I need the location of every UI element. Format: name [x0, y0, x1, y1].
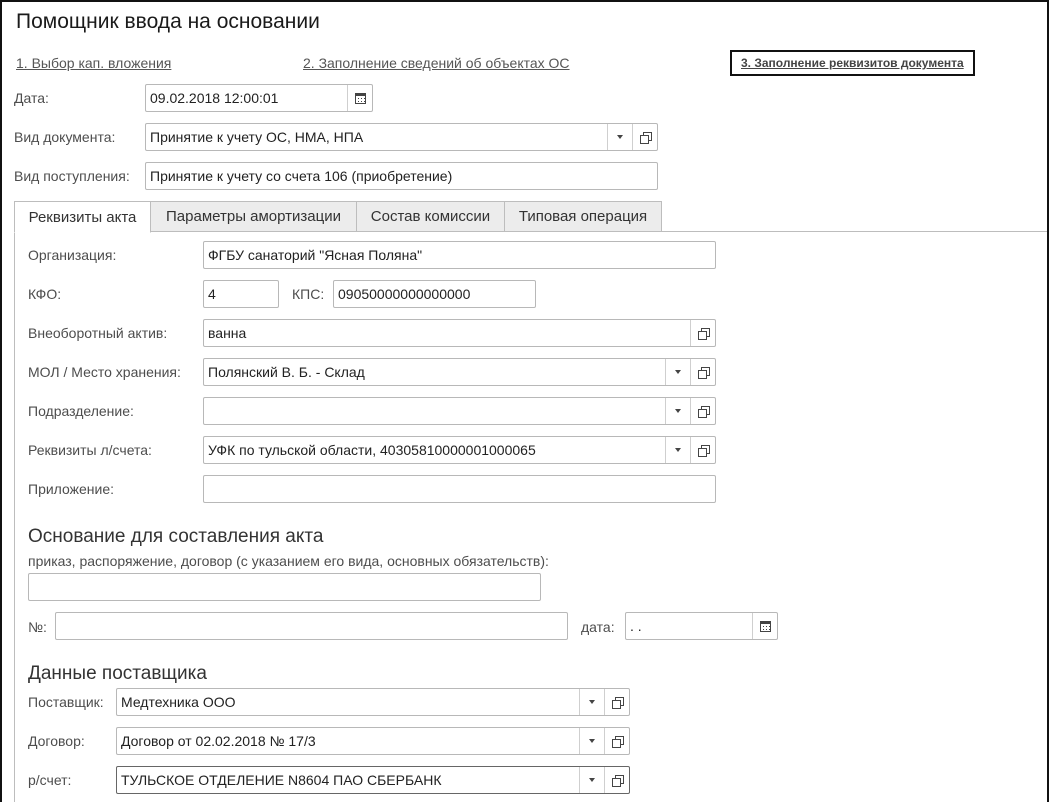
personal-account-field[interactable] [203, 436, 716, 464]
supplier-open-button[interactable] [604, 689, 629, 715]
supplier-value: Медтехника ООО [121, 694, 236, 710]
department-dropdown-button[interactable] [665, 398, 690, 424]
asset-open-button[interactable] [690, 320, 715, 346]
chevron-down-icon [589, 739, 595, 743]
bank-account-label: р/счет: [28, 772, 72, 788]
tab-act-details[interactable]: Реквизиты акта [14, 201, 151, 233]
kps-field[interactable] [333, 280, 536, 308]
open-form-icon [698, 406, 709, 417]
bank-account-dropdown-button[interactable] [579, 767, 604, 793]
chevron-down-icon [589, 778, 595, 782]
mol-field[interactable] [203, 358, 716, 386]
asset-field[interactable] [203, 319, 716, 347]
tab-typical-operation[interactable]: Типовая операция [504, 201, 662, 232]
asset-label: Внеоборотный актив: [28, 325, 168, 341]
supplier-field[interactable] [116, 688, 630, 716]
contract-field[interactable] [116, 727, 630, 755]
chevron-down-icon [675, 448, 681, 452]
open-form-icon [612, 736, 623, 747]
supplier-label: Поставщик: [28, 694, 104, 710]
open-form-icon [698, 445, 709, 456]
basis-description-field[interactable] [28, 573, 541, 601]
chevron-down-icon [675, 370, 681, 374]
step-2-link[interactable]: 2. Заполнение сведений об объектах ОС [303, 55, 570, 71]
open-form-icon [612, 775, 623, 786]
basis-number-field[interactable] [55, 612, 568, 640]
asset-value: ванна [208, 325, 247, 341]
tab-depreciation[interactable]: Параметры амортизации [150, 201, 357, 232]
basis-number-label: №: [28, 619, 47, 635]
chevron-down-icon [617, 135, 623, 139]
bank-account-value: ТУЛЬСКОЕ ОТДЕЛЕНИЕ N8604 ПАО СБЕРБАНК [121, 772, 442, 788]
kfo-value: 4 [208, 286, 216, 302]
tab-panel-border [14, 231, 15, 802]
personal-account-dropdown-button[interactable] [665, 437, 690, 463]
mol-label: МОЛ / Место хранения: [28, 364, 181, 380]
supplier-dropdown-button[interactable] [579, 689, 604, 715]
date-value: 09.02.2018 12:00:01 [150, 90, 279, 106]
kps-value: 09050000000000000 [338, 286, 471, 302]
personal-account-value: УФК по тульской области, 40305810000001000065 [208, 442, 536, 458]
open-form-icon [698, 328, 709, 339]
contract-value: Договор от 02.02.2018 № 17/3 [121, 733, 316, 749]
organization-field[interactable] [203, 241, 716, 269]
department-field[interactable] [203, 397, 716, 425]
doc-type-label: Вид документа: [14, 129, 116, 145]
kfo-label: КФО: [28, 286, 62, 302]
bank-account-field[interactable] [116, 766, 630, 794]
basis-date-value: . . [630, 618, 642, 634]
open-form-icon [640, 132, 651, 143]
window-title: Помощник ввода на основании [16, 10, 320, 33]
supplier-heading: Данные поставщика [28, 663, 207, 684]
department-label: Подразделение: [28, 403, 134, 419]
doc-type-value: Принятие к учету ОС, НМА, НПА [150, 129, 364, 145]
open-form-icon [612, 697, 623, 708]
basis-description-label: приказ, распоряжение, договор (с указанием его вида, основных обязательств): [28, 553, 549, 569]
receipt-value: Принятие к учету со счета 106 (приобретение) [150, 168, 453, 184]
personal-account-label: Реквизиты л/счета: [28, 442, 152, 458]
kps-label: КПС: [292, 286, 325, 302]
attachment-label: Приложение: [28, 481, 115, 497]
contract-dropdown-button[interactable] [579, 728, 604, 754]
date-calendar-button[interactable] [347, 85, 372, 111]
basis-date-calendar-button[interactable] [752, 613, 777, 639]
department-open-button[interactable] [690, 398, 715, 424]
tab-commission[interactable]: Состав комиссии [356, 201, 505, 232]
attachment-field[interactable] [203, 475, 716, 503]
basis-heading: Основание для составления акта [28, 526, 324, 547]
doc-type-field[interactable] [145, 123, 658, 151]
organization-value: ФГБУ санаторий "Ясная Поляна" [208, 247, 423, 263]
step-1-link[interactable]: 1. Выбор кап. вложения [16, 55, 172, 71]
chevron-down-icon [589, 700, 595, 704]
basis-date-field[interactable] [625, 612, 778, 640]
date-field[interactable] [145, 84, 373, 112]
receipt-field[interactable] [145, 162, 658, 190]
date-label: Дата: [14, 90, 49, 106]
doc-type-open-button[interactable] [632, 124, 657, 150]
calendar-icon [355, 93, 366, 104]
mol-value: Полянский В. Б. - Склад [208, 364, 365, 380]
doc-type-dropdown-button[interactable] [607, 124, 632, 150]
contract-open-button[interactable] [604, 728, 629, 754]
bank-account-open-button[interactable] [604, 767, 629, 793]
open-form-icon [698, 367, 709, 378]
step-3-link[interactable]: 3. Заполнение реквизитов документа [730, 50, 975, 76]
mol-dropdown-button[interactable] [665, 359, 690, 385]
basis-date-label: дата: [581, 619, 615, 635]
chevron-down-icon [675, 409, 681, 413]
organization-label: Организация: [28, 247, 117, 263]
personal-account-open-button[interactable] [690, 437, 715, 463]
receipt-label: Вид поступления: [14, 168, 130, 184]
mol-open-button[interactable] [690, 359, 715, 385]
calendar-icon [760, 621, 771, 632]
kfo-field[interactable] [203, 280, 279, 308]
contract-label: Договор: [28, 733, 85, 749]
